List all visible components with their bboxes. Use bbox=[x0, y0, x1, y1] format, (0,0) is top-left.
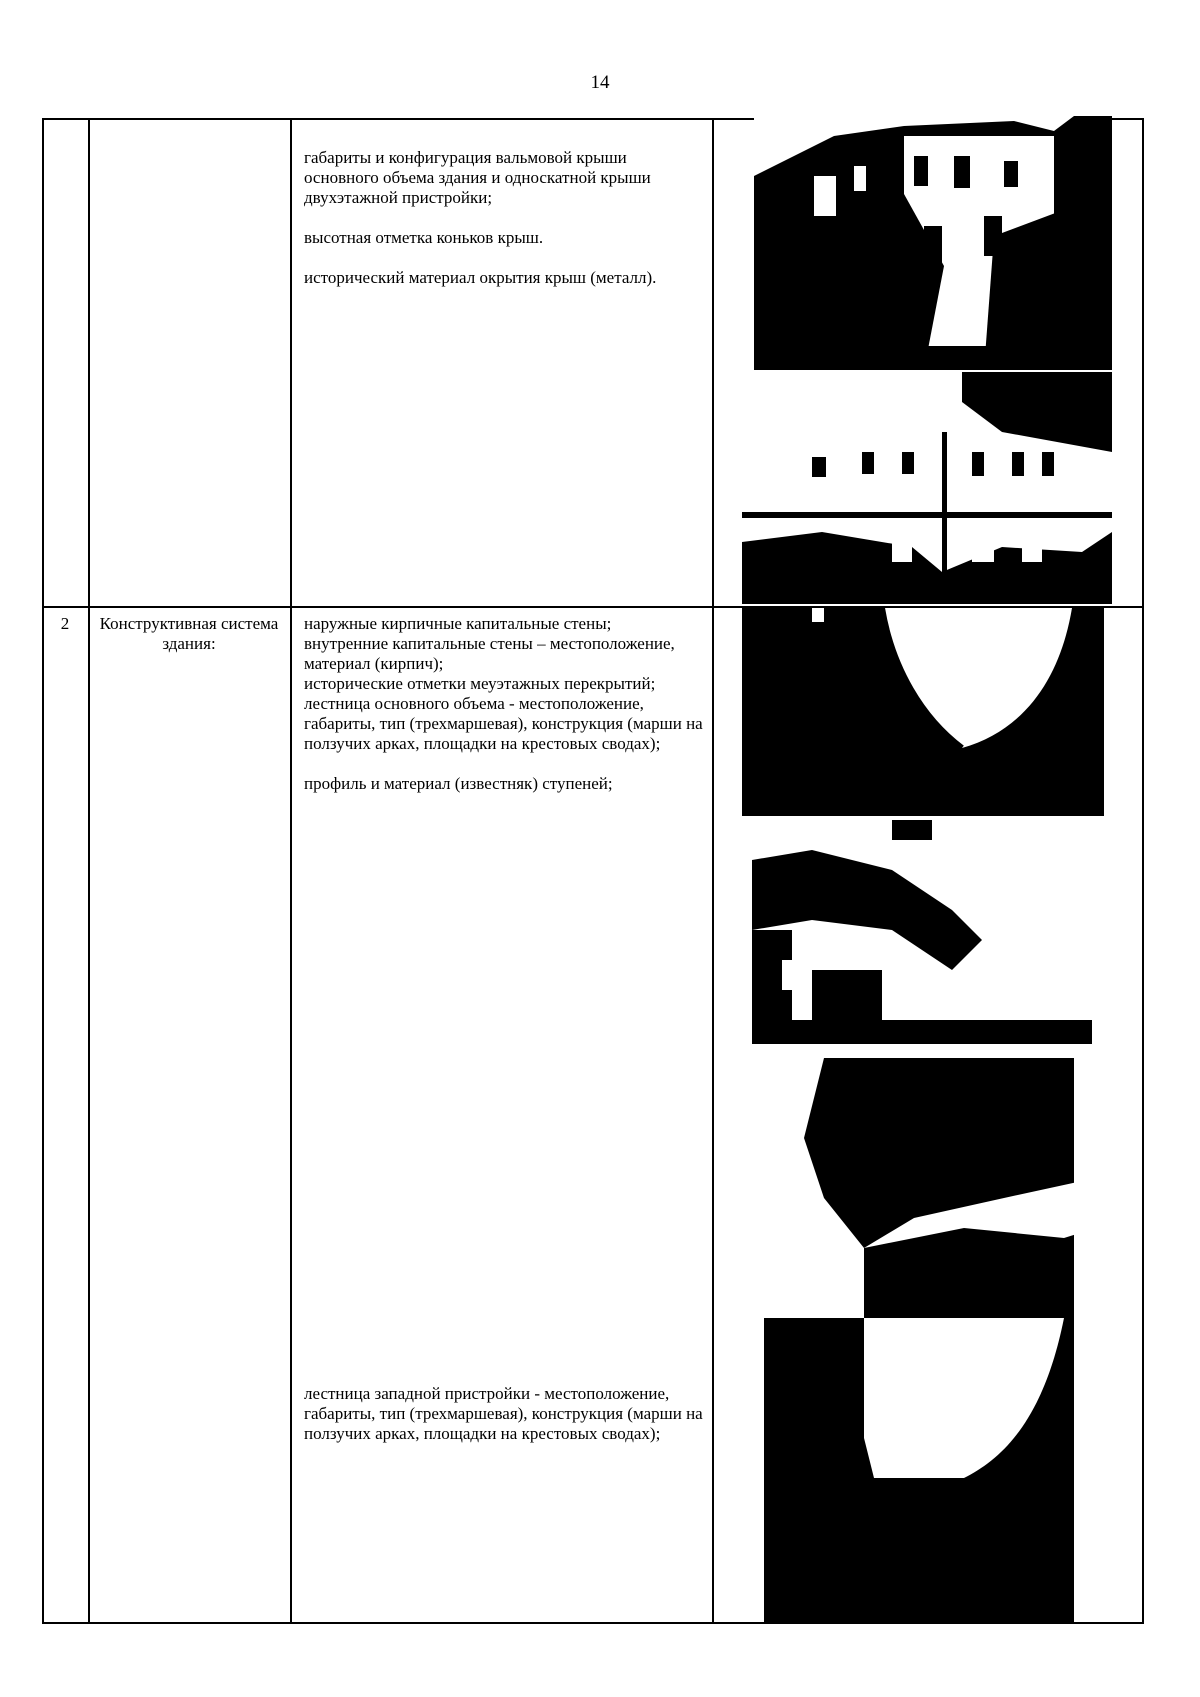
paragraph-outer-walls: наружные кирпичные капитальные стены; bbox=[304, 614, 612, 633]
row2-number: 2 bbox=[60, 614, 70, 633]
column-divider-2 bbox=[290, 118, 292, 1624]
table-border-left bbox=[42, 118, 44, 1624]
paragraph-ridge-height: высотная отметка коньков крыш. bbox=[304, 228, 544, 247]
row2-description-top bbox=[304, 614, 704, 794]
column-divider-3 bbox=[712, 118, 714, 1624]
paragraph-west-stair: лестница западной пристройки - местоположение, габариты, тип (трехмаршевая), конструкция (марши на ползучих арках, площадки на крестовых сводах); bbox=[304, 1384, 703, 1443]
photo-facade-courtyard bbox=[754, 116, 1112, 370]
row2-name: Конструктивная система здания: bbox=[99, 614, 279, 653]
photo-facade-street bbox=[742, 372, 1112, 604]
paragraph-main-stair: лестница основного объема - местоположение, габариты, тип (трехмаршевая), конструкция (марши на ползучих арках, площадки на крестовых сводах); bbox=[304, 694, 703, 753]
photo-vault-arch bbox=[742, 608, 1104, 816]
paragraph-roof-material: исторический материал окрытия крыш (металл). bbox=[304, 268, 657, 287]
paragraph-roof-shape: габариты и конфигурация вальмовой крыши основного объема здания и односкатной крыши двухэтажной пристройки; bbox=[304, 148, 651, 207]
table-border-right bbox=[1142, 118, 1144, 1624]
photo-stair-west bbox=[764, 1058, 1096, 1622]
paragraph-steps: профиль и материал (известняк) ступеней; bbox=[304, 774, 613, 793]
heritage-table bbox=[42, 118, 1144, 1624]
row1-description bbox=[304, 148, 704, 308]
row2-description-west bbox=[304, 1384, 704, 1444]
paragraph-inner-walls: внутренние капитальные стены – местоположение, материал (кирпич); bbox=[304, 634, 675, 673]
column-divider-1 bbox=[88, 118, 90, 1624]
table-border-bottom bbox=[42, 1622, 1144, 1624]
page-number: 14 bbox=[590, 72, 610, 93]
paragraph-floor-marks: исторические отметки меуэтажных перекрытий; bbox=[304, 674, 656, 693]
photo-stair-flight bbox=[752, 820, 1092, 1044]
